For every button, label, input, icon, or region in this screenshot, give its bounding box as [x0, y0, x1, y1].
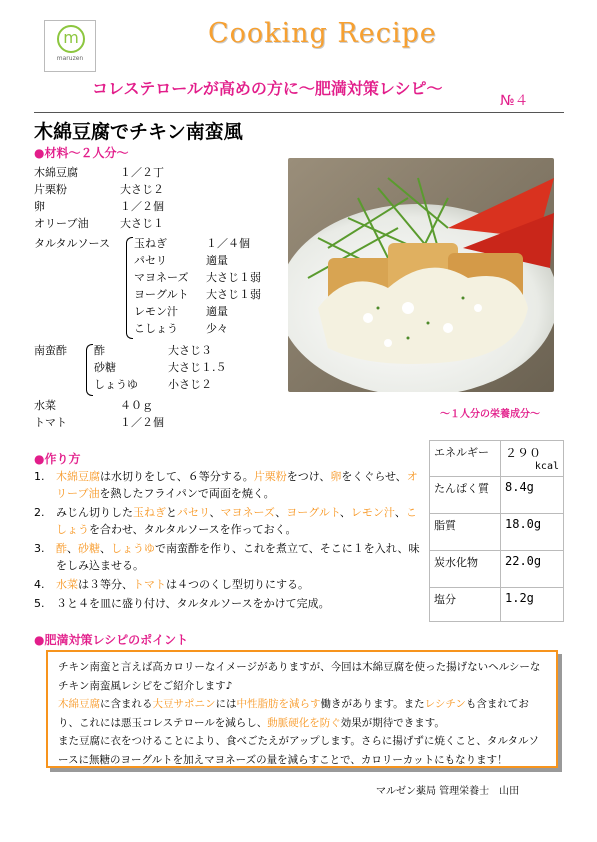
ingredient-name: マヨネーズ	[134, 271, 189, 284]
dish-title: 木綿豆腐でチキン南蛮風	[34, 121, 243, 143]
nutrient-label: たんぱく質	[430, 477, 501, 514]
highlight-text: 卵	[330, 470, 342, 483]
ingredient-amount: 小さじ２	[168, 378, 212, 391]
ingredient-name: 酢	[94, 344, 105, 357]
divider	[34, 112, 564, 113]
step-item	[34, 504, 424, 538]
step-number: 4.	[34, 578, 45, 591]
point-text	[48, 652, 556, 775]
point-paragraph	[58, 695, 546, 732]
ingredient-amount: 大さじ２	[120, 183, 164, 196]
ingredient-amount: 大さじ１.５	[168, 361, 227, 374]
ingredient-amount: １／４個	[206, 237, 250, 250]
ingredient-amount: 大さじ１弱	[206, 271, 261, 284]
highlight-text: レシチン	[424, 698, 466, 710]
highlight-text: ヨーグルト	[286, 506, 340, 519]
highlight-text: オリーブ油	[56, 470, 418, 500]
nutrient-value: 1.2g	[501, 588, 564, 622]
ingredient-amount: ４０ｇ	[120, 399, 153, 412]
ingredient-name: こしょう	[134, 322, 178, 335]
highlight-text: しょうゆ	[111, 542, 155, 555]
ingredient-amount: 適量	[206, 305, 228, 318]
logo-mark: m	[57, 25, 85, 53]
text-segment: に含まれる	[100, 698, 153, 710]
table-row	[430, 588, 564, 622]
highlight-text: レモン汁	[350, 506, 395, 519]
text-segment: また豆腐に衣をつけることにより、食べごたえがアップします。さらに揚げずに焼くこと、タルタルソースに無糖のヨーグルトを加えマヨネーズの量を減らすことで、カロリーカットにもなります！	[58, 735, 540, 766]
highlight-text: 動脈硬化を防ぐ	[267, 716, 341, 729]
nutrient-label: エネルギー	[430, 441, 501, 477]
text-segment: 、	[339, 506, 351, 519]
step-item	[34, 540, 424, 574]
ingredient-name: パセリ	[134, 254, 167, 267]
ingredient-name: レモン汁	[134, 305, 178, 318]
text-segment: 、	[209, 506, 221, 519]
ingredient-amount: 少々	[206, 322, 228, 335]
tartar-label: タルタルソース	[34, 237, 111, 250]
point-heading: ●肥満対策レシピのポイント	[34, 633, 189, 647]
table-row	[430, 514, 564, 551]
highlight-text: 大豆サポニン	[152, 698, 216, 710]
ingredient-amount: １／２個	[120, 416, 164, 429]
nanban-brace	[86, 344, 93, 396]
ingredient-name: しょうゆ	[94, 378, 138, 391]
text-segment: を合わせ、タルタルソースを作っておく。	[89, 523, 297, 536]
text-segment: ３と４を皿に盛り付け、タルタルソースをかけて完成。	[56, 597, 330, 610]
nutrient-value: 22.0g	[501, 551, 564, 588]
food-photo-icon	[288, 158, 554, 392]
highlight-text: 片栗粉	[253, 470, 287, 483]
logo	[44, 20, 96, 72]
tartar-brace	[126, 237, 133, 339]
nutrient-value: 8.4g	[501, 477, 564, 514]
ingredient-name: 卵	[34, 200, 45, 213]
step-item	[34, 468, 424, 502]
ingredient-amount: １／２個	[120, 200, 164, 213]
recipe-number: №４	[500, 93, 529, 109]
text-segment: チキン南蛮と言えば高カロリーなイメージがありますが、今回は木綿豆腐を使った揚げないヘルシーなチキン南蛮風レシピをご紹介します♪	[58, 661, 541, 692]
ingredient-name: 片栗粉	[34, 183, 67, 196]
table-row	[430, 551, 564, 588]
text-segment: は３等分、	[78, 578, 133, 591]
text-segment: は水切りをして、６等分する。	[100, 470, 254, 483]
highlight-text: 木綿豆腐	[58, 698, 100, 710]
nutrient-unit: kcal	[534, 461, 559, 472]
highlight-text: 水菜	[56, 578, 78, 591]
ingredient-name: トマト	[34, 416, 67, 429]
text-segment: をくぐらせ、	[341, 470, 407, 483]
nutrient-value: 18.0g	[501, 514, 564, 551]
ingredient-name: オリーブ油	[34, 217, 89, 230]
point-box	[46, 650, 558, 768]
table-row	[430, 441, 564, 477]
nutrition-heading: ～１人分の栄養成分～	[440, 409, 540, 420]
ingredient-amount: 大さじ３	[168, 344, 212, 357]
highlight-text: 酢	[56, 542, 67, 555]
point-paragraph	[58, 658, 546, 695]
method-steps	[34, 468, 424, 614]
point-paragraph	[58, 732, 546, 769]
highlight-text: トマト	[133, 578, 166, 591]
nutrient-label: 炭水化物	[430, 551, 501, 588]
text-segment: 、	[100, 542, 111, 555]
subtitle: コレステロールが高めの方に～肥満対策レシピ～	[92, 79, 443, 98]
logo-text: maruzen	[56, 55, 84, 62]
step-number: 2.	[34, 506, 45, 519]
step-item	[34, 576, 424, 593]
highlight-text: 玉ねぎ	[133, 506, 166, 519]
step-number: 1.	[34, 470, 45, 483]
ingredients-heading: ●材料～２人分～	[34, 146, 129, 160]
page-title: Cooking Recipe	[208, 18, 437, 49]
text-segment: 働きがあります。また	[320, 698, 425, 710]
text-segment: みじん切りした	[56, 506, 133, 519]
ingredient-name: 玉ねぎ	[134, 237, 167, 250]
ingredient-name: 水菜	[34, 399, 56, 412]
text-segment: 、	[275, 506, 287, 519]
highlight-text: 砂糖	[78, 542, 100, 555]
text-segment: 効果が期待できます。	[340, 716, 445, 729]
text-segment: で南蛮酢を作り、これを煮立て、そこに１を入れ、味をしみ込ませる。	[56, 542, 420, 572]
method-heading: ●作り方	[34, 452, 81, 466]
text-segment: も含まれており、これには悪玉コレステロールを減らし、	[58, 698, 529, 729]
highlight-text: 木綿豆腐	[56, 470, 100, 483]
table-row	[430, 477, 564, 514]
nutrition-table	[429, 440, 564, 622]
text-segment: 、	[394, 506, 406, 519]
nutrient-label: 塩分	[430, 588, 501, 622]
ingredient-amount: 大さじ１	[120, 217, 164, 230]
text-segment: をつけ、	[286, 470, 331, 483]
footer-credit: マルゼン薬局 管理栄養士 山田	[376, 786, 520, 797]
highlight-text: マヨネーズ	[220, 506, 276, 519]
ingredient-amount: 大さじ１弱	[206, 288, 261, 301]
step-item	[34, 595, 424, 612]
nutrient-label: 脂質	[430, 514, 501, 551]
step-number: 5.	[34, 597, 45, 610]
ingredient-name: 木綿豆腐	[34, 166, 78, 179]
text-segment: を熱したフライパンで両面を焼く。	[99, 487, 275, 500]
text-segment: 、	[67, 542, 78, 555]
ingredient-amount: １／２丁	[120, 166, 164, 179]
text-segment: と	[166, 506, 177, 519]
highlight-text: こしょう	[56, 506, 417, 536]
food-photo	[288, 158, 554, 392]
highlight-text: パセリ	[177, 506, 210, 519]
ingredient-name: ヨーグルト	[134, 288, 189, 301]
highlight-text: 中性脂肪を減らす	[236, 698, 321, 710]
nutrient-value	[501, 441, 564, 477]
nutrient-value-number: ２９０	[505, 446, 542, 460]
ingredient-amount: 適量	[206, 254, 228, 267]
text-segment: には	[215, 698, 237, 710]
step-number: 3.	[34, 542, 45, 555]
ingredient-name: 砂糖	[94, 361, 116, 374]
nanban-label: 南蛮酢	[34, 344, 67, 357]
text-segment: は４つのくし型切りにする。	[166, 578, 309, 591]
